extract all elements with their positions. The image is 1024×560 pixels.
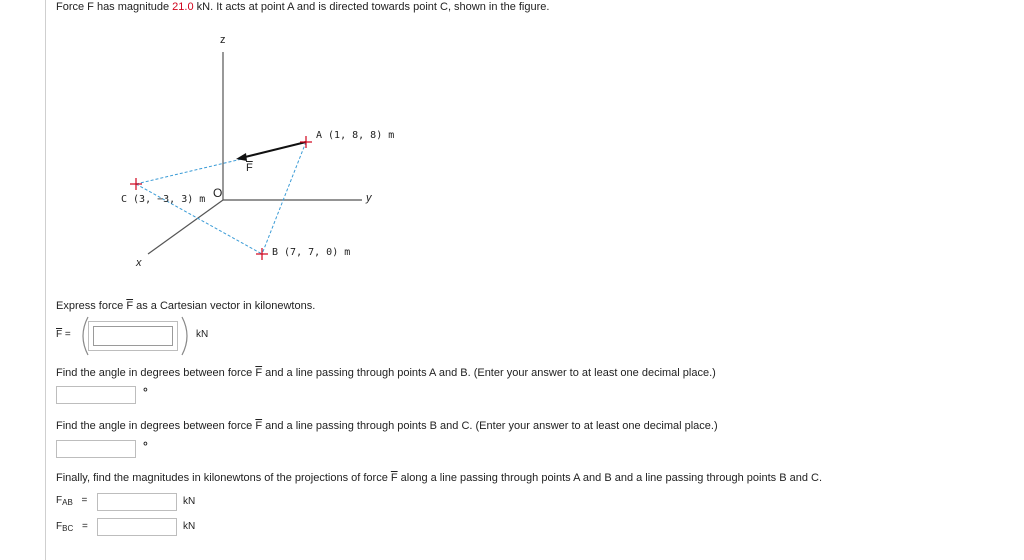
point-a-label: A (1, 8, 8) m xyxy=(316,130,395,141)
part2-prompt: Find the angle in degrees between force $\overline{F}$ and a line passing through points A and B. (Enter your answer to at least one decimal place.) xyxy=(56,367,716,379)
x-axis xyxy=(148,200,223,254)
line-c-to-a xyxy=(136,158,246,184)
part1-unit: kN xyxy=(196,329,209,340)
vector-input[interactable] xyxy=(93,326,173,346)
force-label: $\overline{F}$ xyxy=(246,162,253,174)
projection-bc-input[interactable] xyxy=(97,518,177,536)
marker-b xyxy=(256,248,268,260)
angle-bc-unit: ° xyxy=(143,439,148,453)
part1-lhs: $\overline{F}$ = xyxy=(56,329,71,340)
part4-prompt: Finally, find the magnitudes in kilonewtons of the projections of force $\overline{F}$ along a line passing through points A and B and a line passing through points B and C. xyxy=(56,472,823,484)
y-axis-label: y xyxy=(366,192,372,204)
marker-c xyxy=(130,178,142,190)
projection-ab-input[interactable] xyxy=(97,493,177,511)
marker-a xyxy=(300,136,312,148)
fab-unit: kN xyxy=(183,496,196,507)
force-magnitude: 21.0 xyxy=(172,1,194,13)
angle-bc-input[interactable] xyxy=(56,440,136,458)
intro-prefix: Force F has magnitude xyxy=(56,1,173,13)
angle-ab-input[interactable] xyxy=(56,386,136,404)
angle-ab-unit: ° xyxy=(143,385,148,399)
vector-input-box xyxy=(88,321,178,351)
part1-prompt: Express force $\overline{F}$ as a Cartesian vector in kilonewtons. xyxy=(56,300,316,312)
z-axis-label: z xyxy=(220,34,226,46)
line-a-to-b xyxy=(262,142,306,254)
force-arrow xyxy=(241,142,306,158)
fbc-unit: kN xyxy=(183,521,196,532)
point-b-label: B (7, 7, 0) m xyxy=(272,247,351,258)
fbc-label: $F_{BC}$ = xyxy=(56,521,88,533)
intro-suffix: kN. It acts at point A and is directed towards point C, shown in the figure. xyxy=(193,1,550,13)
right-paren xyxy=(180,315,194,357)
x-axis-label: x xyxy=(136,257,142,269)
origin-label: O xyxy=(213,186,223,200)
force-symbol: $\overline{F}$ xyxy=(126,300,134,312)
part3-prompt: Find the angle in degrees between force $\overline{F}$ and a line passing through points B and C. (Enter your answer to at least one decimal place.) xyxy=(56,420,718,432)
force-arrowhead xyxy=(236,153,247,161)
fab-label: $F_{AB}$ = xyxy=(56,495,88,507)
point-c-label: C (3, −3, 3) m xyxy=(121,194,206,205)
